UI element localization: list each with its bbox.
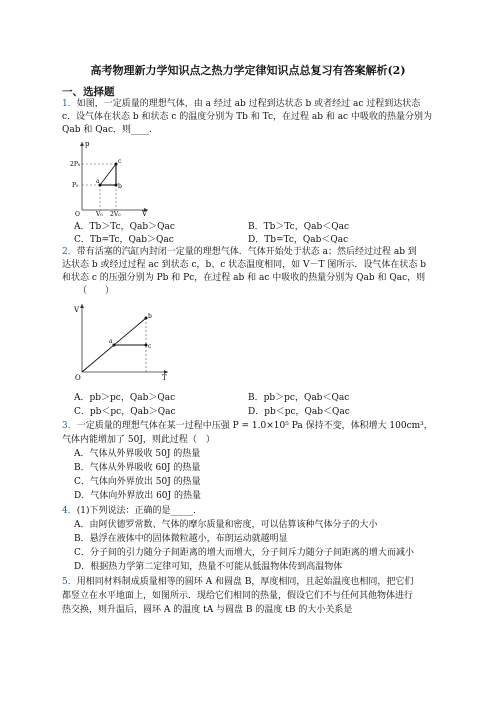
q4-option-a: A．由阿伏德罗常数、气体的摩尔质量和密度，可以估算该种气体分子的大小 bbox=[74, 520, 378, 530]
q2-option-c: C．pb＜pc，Qab＞Qac bbox=[74, 407, 176, 417]
q1-number: 1． bbox=[62, 99, 77, 109]
q1-path-ac bbox=[100, 164, 116, 185]
q1-origin: O bbox=[75, 211, 80, 216]
q2-v-arrow bbox=[80, 304, 84, 308]
q1-tick-p0: P₀ bbox=[72, 182, 79, 189]
q3-line-2: 气体内能增加了 50J，则此过程（ ） bbox=[62, 435, 215, 445]
q2-option-b: B．pb＞pc，Qab＜Qac bbox=[248, 393, 350, 403]
q1-line-2: c．设气体在状态 b 和状态 c 的温度分别为 Tb 和 Tc，在过程 ab 和 ac 中吸收的热量分别为 bbox=[62, 112, 432, 122]
q2-vt-diagram bbox=[72, 300, 172, 382]
q1-line-3: Qab 和 Qac．则____. bbox=[62, 125, 152, 135]
q2-v-label: V bbox=[74, 306, 80, 314]
q1-tick-2v0: 2V₀ bbox=[110, 211, 121, 216]
q5-number: 5． bbox=[62, 577, 77, 587]
document-title: 高考物理新力学知识点之热力学定律知识点总复习有答案解析(2) bbox=[90, 64, 406, 77]
q4-option-b: B．悬浮在液体中的固体微粒越小，布朗运动就越明显 bbox=[74, 534, 288, 544]
q2-label-c: c bbox=[148, 343, 152, 350]
q3-text-1: 一定质量的理想气体在某一过程中压强 P = 1.0×10⁵ Pa 保持不变，体积增大 100cm³， bbox=[76, 421, 433, 431]
q4-text: (1)下列说法：正确的是_____. bbox=[76, 506, 196, 516]
q1-option-b: B．Tb＞Tc，Qab＜Qac bbox=[248, 222, 350, 232]
q3-option-b: B．气体从外界吸收 60J 的热量 bbox=[74, 463, 201, 473]
q4-stem bbox=[62, 505, 196, 517]
q4-number: 4． bbox=[62, 506, 77, 516]
q4-option-c: C．分子间的引力随分子间距离的增大而增大，分子间斥力随分子间距离的增大而减小 bbox=[74, 548, 414, 558]
q2-label-b: b bbox=[148, 313, 152, 320]
q5-line-3: 热交换，则升温后，圆环 A 的温度 tA 与圆盘 B 的温度 tB 的大小关系是 bbox=[62, 605, 353, 615]
q1-text-1: 如图，一定质量的理想气体，由 a 经过 ab 过程到达状态 b 或者经过 ac 过程到达状态 bbox=[76, 99, 421, 109]
q1-tick-v0: V₀ bbox=[96, 211, 103, 216]
q2-number: 2． bbox=[62, 247, 77, 257]
q2-line-4: （ ） bbox=[78, 286, 115, 296]
q1-option-c: C．Tb=Tc，Qab＞Qac bbox=[74, 235, 174, 245]
q2-line-1 bbox=[62, 246, 417, 258]
q1-line-1 bbox=[62, 98, 420, 110]
q1-p-label: p bbox=[85, 140, 90, 148]
q2-line-3: 和状态 c 的压强分别为 Pb 和 Pc，在过程 ab 和 ac 中吸收的热量分别为 Qab 和 Qac，则 bbox=[62, 273, 426, 283]
q1-label-a: a bbox=[96, 178, 100, 185]
q3-option-c: C．气体向外界放出 50J 的热量 bbox=[74, 477, 201, 487]
q2-option-a: A．pb＞pc，Qab＞Qac bbox=[74, 393, 176, 403]
section-heading: 一、选择题 bbox=[62, 86, 115, 98]
q2-option-d: D．pb＜pc，Qab＜Qac bbox=[248, 407, 350, 417]
q3-option-a: A．气体从外界吸收 50J 的热量 bbox=[74, 449, 201, 459]
q2-text-1: 带有活塞的汽缸内封闭一定量的理想气体．气体开始处于状态 a；然后经过过程 ab 到 bbox=[76, 247, 417, 257]
q2-label-a: a bbox=[109, 338, 113, 345]
q2-point-a bbox=[113, 344, 116, 347]
q3-option-d: D．气体向外界放出 60J 的热量 bbox=[74, 491, 201, 501]
q1-option-d: D．Tb=Tc，Qab＜Qac bbox=[248, 235, 349, 245]
q1-option-a: A．Tb＞Tc，Qab＞Qac bbox=[74, 222, 175, 232]
q3-number: 3． bbox=[62, 421, 77, 431]
q1-tick-2p0: 2P₀ bbox=[70, 161, 81, 168]
q5-line-2: 都竖立在水平地面上，如图所示．现给它们相同的热量，假设它们不与任何其他物体进行 bbox=[62, 591, 414, 601]
q3-line-1 bbox=[62, 420, 433, 432]
q1-v-label: V bbox=[142, 210, 148, 216]
q4-option-d: D．根据热力学第二定律可知，热量不可能从低温物体传到高温物体 bbox=[74, 562, 343, 572]
q1-label-b: b bbox=[118, 183, 122, 190]
q2-line-2: 达状态 b 或经过过程 ac 到状态 c，b、c 状态温度相同，如 V－T 图所示．设气体在状态 b bbox=[62, 260, 427, 270]
q1-label-c: c bbox=[118, 158, 122, 165]
q5-text-1: 用相同材料制成质量相等的圆环 A 和圆盘 B，厚度相同，且起始温度也相同，把它们 bbox=[76, 577, 414, 587]
q5-line-1 bbox=[62, 576, 413, 588]
q1-pv-diagram bbox=[70, 138, 152, 216]
q2-origin: O bbox=[75, 374, 81, 382]
q1-p-arrow bbox=[80, 142, 84, 146]
q2-t-label: T bbox=[162, 374, 167, 382]
